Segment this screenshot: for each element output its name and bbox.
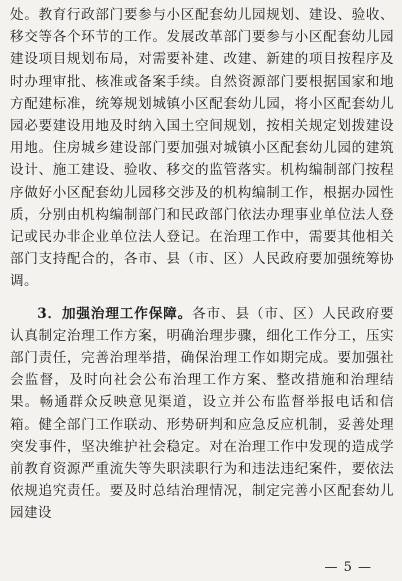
paragraph-1-text: 处。教育行政部门要参与小区配套幼儿园规划、建设、验收、移交等各个环节的工作。发展改革部门要参与小区配套幼儿园建设项目规划布局，对需要补建、改建、新建的项目按程序及时办理审批、核准或备案手续。自然资源部门要根据国家和地方配建标准，统筹规划城镇小区配套幼儿园，将小区配套幼儿园必要建设用地及时纳入国土空间规划，按相关规定划拨建设用地。住房城乡建设部门要加强对城镇小区配套幼儿园的建筑设计、施工建设、验收、移交的监管落实。机构编制部门按程序做好小区配套幼儿园移交涉及的机构编制工作，根据办园性质，分别由机构编制部门和民政部门依法办理事业单位法人登记或民办非企业单位法人登记。在治理工作中，需要其他相关部门支持配合的，各市、县（市、区）人民政府要加强统筹协调。 — [10, 7, 394, 290]
paragraph-2-text: 各市、县（市、区）人民政府要认真制定治理工作方案，明确治理步骤，细化工作分工，压实部门责任，完善治理举措，确保治理工作如期完成。要加强社会监督，及时向社会公布治理工作方案、整改措施和治理结果。畅通群众反映意见渠道，设立并公布监督举报电话和信箱。健全部门工作联动、形势研判和应急反应机制，妥善处理突发事件，坚决维护社会稳定。对在治理工作中发现的造成学前教育资源严重流失等失职渎职行为和违法违纪案件，要依法依规追究责任。要及时总结治理情况，制定完善小区配套幼儿园建设 — [10, 305, 394, 522]
paragraph-1 — [10, 4, 394, 293]
section-heading: 3．加强治理工作保障。 — [37, 305, 193, 322]
page-number: — 5 — — [324, 560, 372, 575]
paragraph-2 — [10, 303, 394, 525]
